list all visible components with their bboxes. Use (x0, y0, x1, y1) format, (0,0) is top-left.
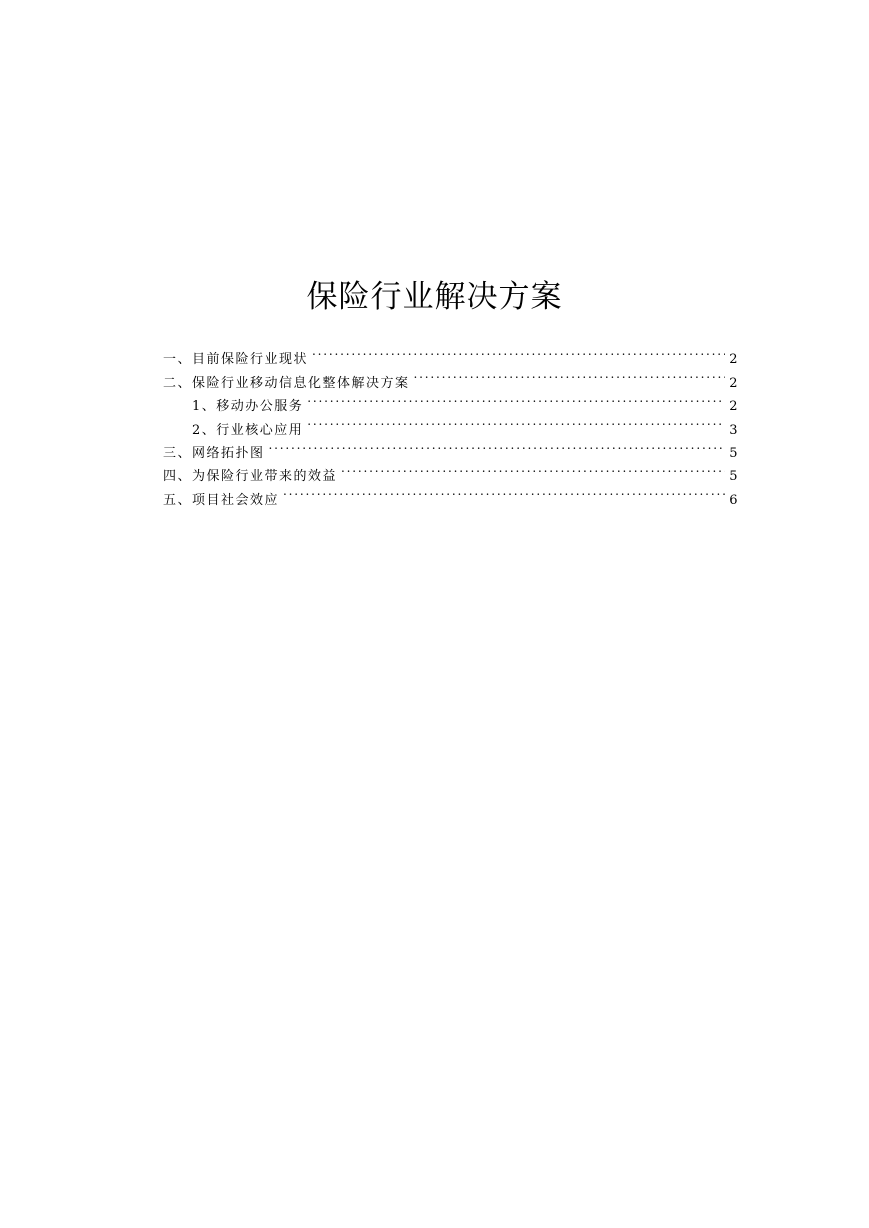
toc-entry-text: 三、网络拓扑图 (163, 445, 265, 461)
table-of-contents (163, 340, 739, 508)
toc-dot-leader (307, 410, 725, 433)
toc-dot-leader (414, 363, 725, 386)
toc-page-number: 6 (729, 492, 739, 508)
toc-entry-text: 二、保险行业移动信息化整体解决方案 (163, 375, 410, 391)
toc-entry-text: 一、目前保险行业现状 (163, 352, 309, 368)
toc-page-number: 5 (729, 445, 739, 461)
toc-dot-leader (269, 434, 725, 457)
toc-page-number: 3 (729, 422, 739, 438)
toc-entry-current-status[interactable] (163, 340, 739, 368)
toc-page-number: 2 (729, 375, 739, 391)
toc-entry-text: 1、移动办公服务 (192, 399, 304, 415)
toc-entry-text: 2、行业核心应用 (192, 422, 304, 438)
toc-dot-leader (341, 457, 725, 480)
toc-dot-leader (307, 387, 725, 410)
toc-dot-leader (312, 340, 725, 363)
page-title: 保险行业解决方案 (306, 278, 563, 315)
toc-dot-leader (283, 480, 725, 503)
toc-page-number: 2 (729, 352, 739, 368)
toc-page-number: 5 (729, 469, 739, 485)
toc-page-number: 2 (729, 399, 739, 415)
toc-entry-text: 五、项目社会效应 (163, 492, 280, 508)
toc-entry-text: 四、为保险行业带来的效益 (163, 469, 338, 485)
